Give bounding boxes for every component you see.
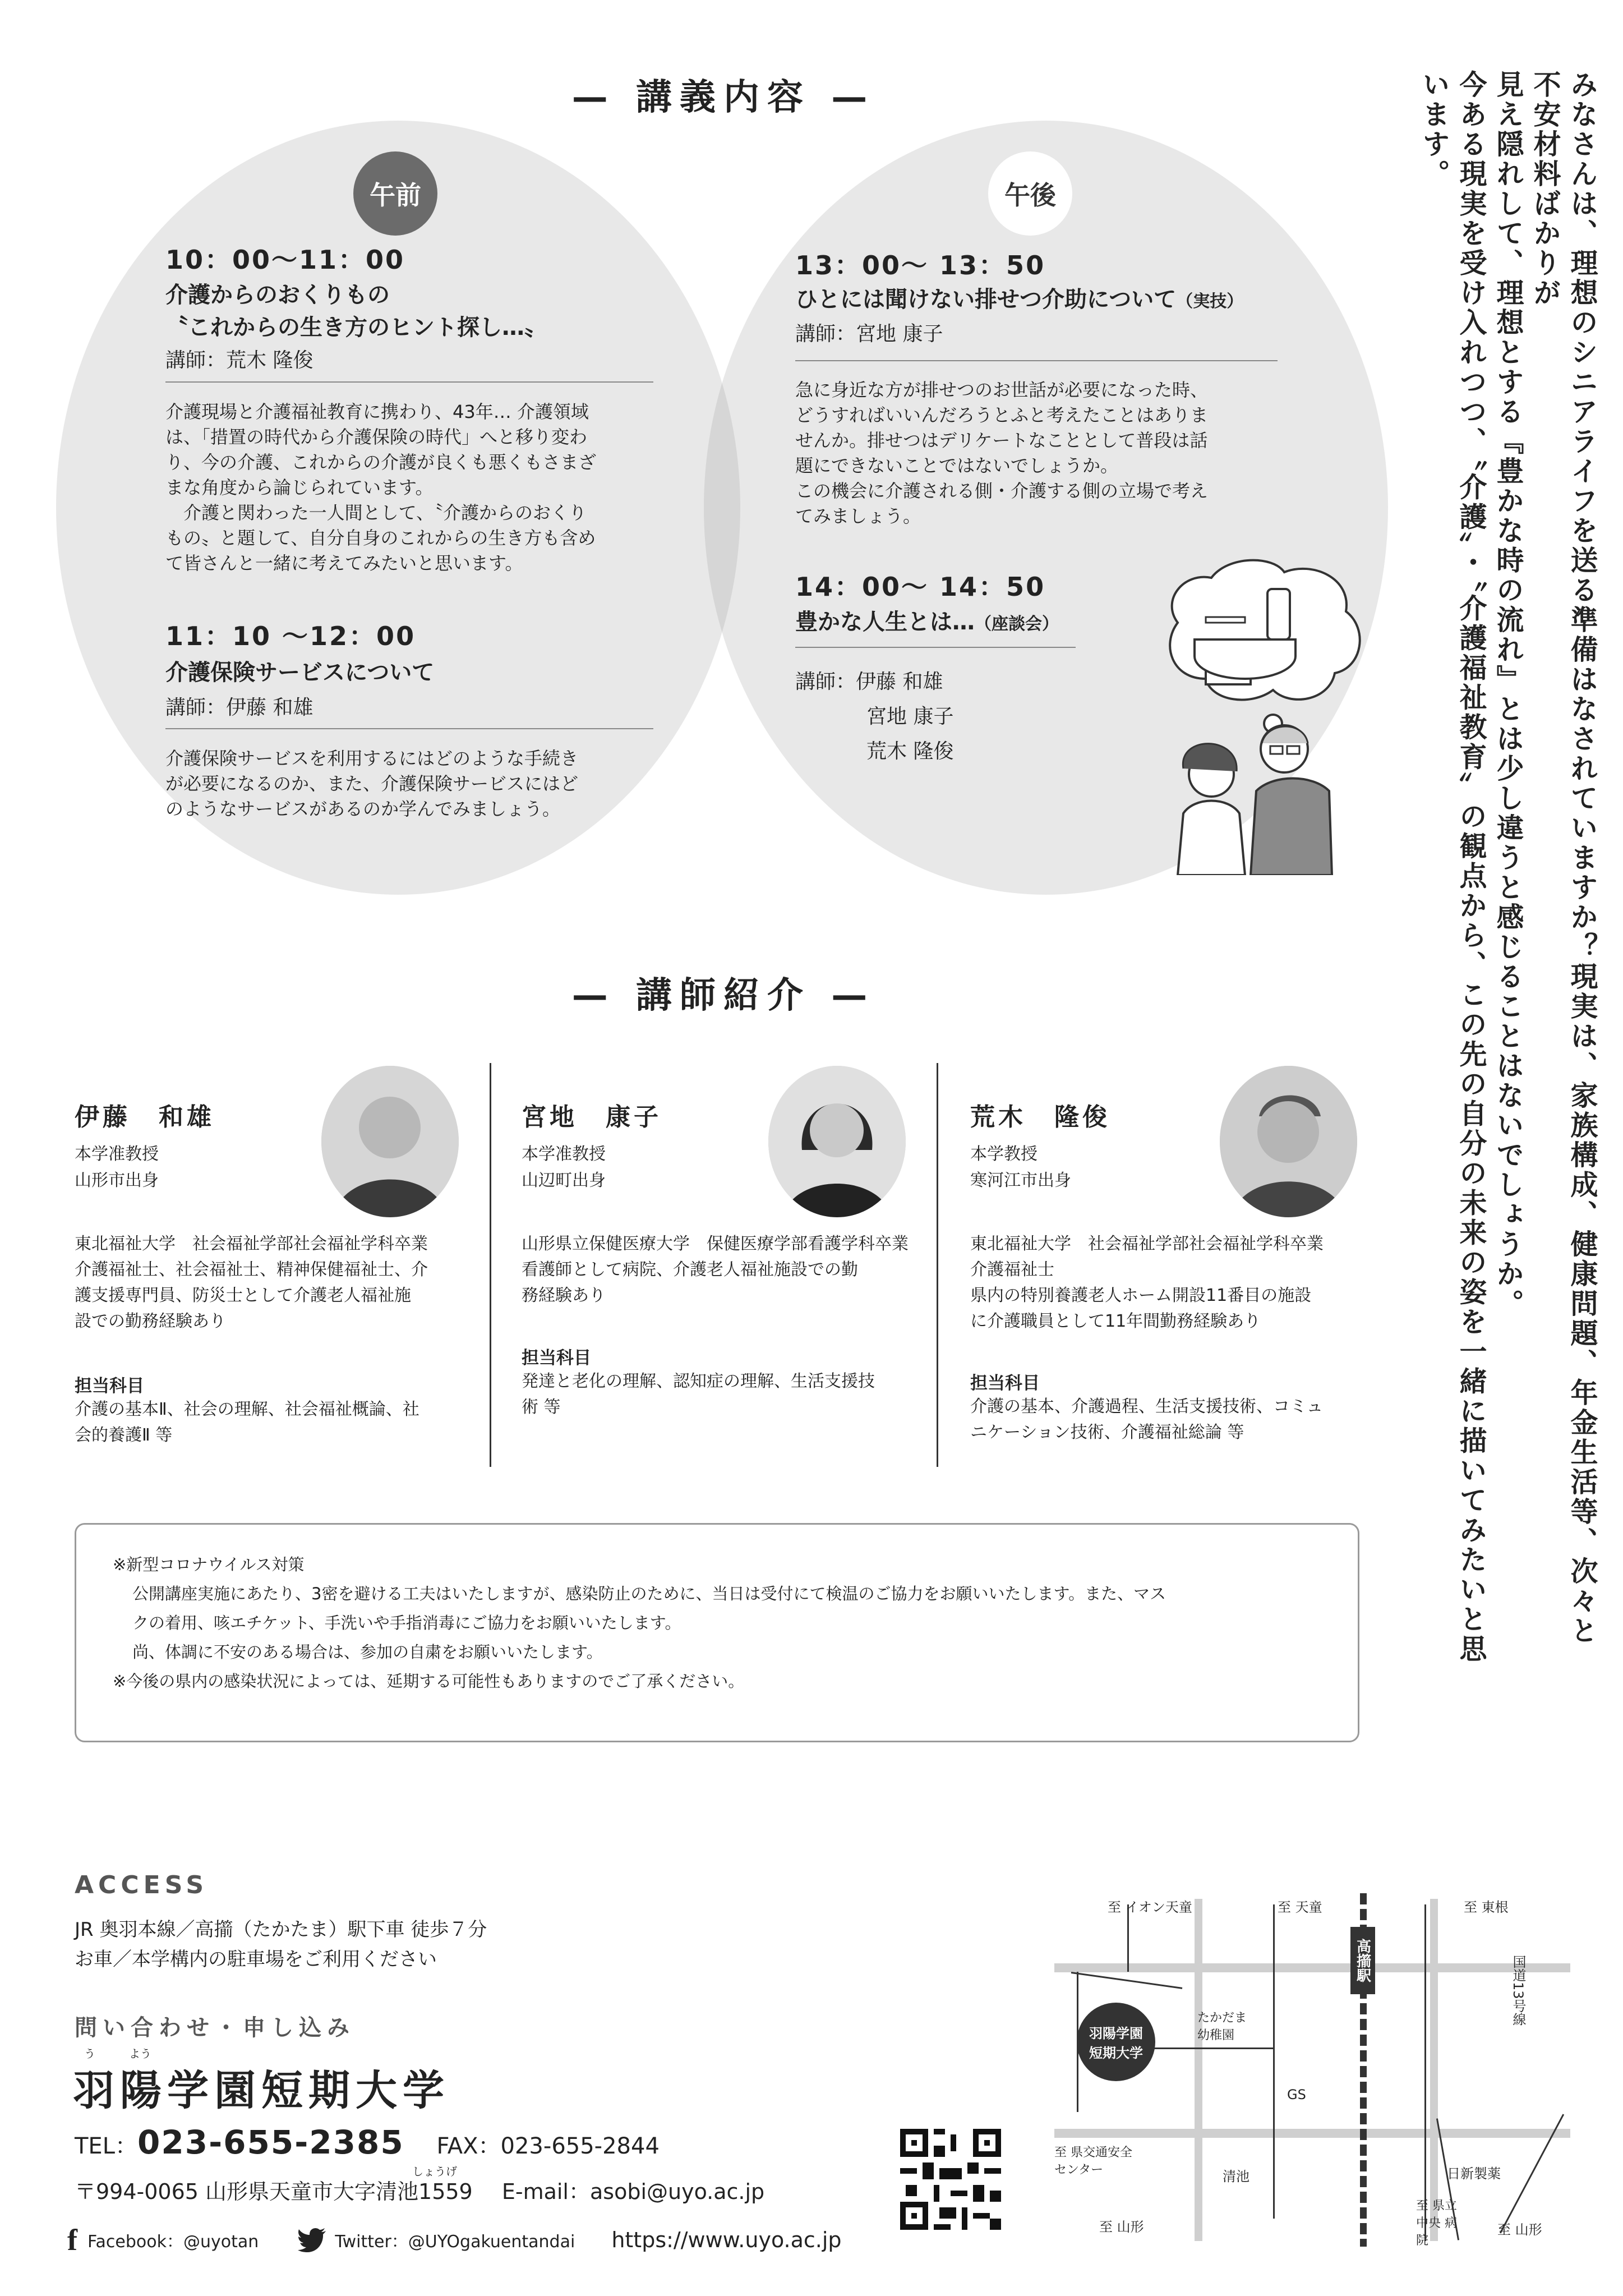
desc-line: どうすればいいんだろうとふと考えたことはありま	[795, 404, 1209, 426]
portrait-icon	[768, 1066, 906, 1217]
instructor-photo	[768, 1066, 906, 1217]
desc-line: 介護と関わった一人間として、〝介護からのおくり	[165, 502, 587, 523]
afternoon-badge	[988, 151, 1072, 236]
morning-s1-rule	[165, 381, 653, 383]
afternoon-s2-lecturer2: 宮地 康子	[866, 705, 954, 728]
notice-text	[113, 1550, 1166, 1696]
subject-line: 介護の基本Ⅱ、社会の理解、社会福祉概論、社	[75, 1400, 419, 1419]
tel-label: TEL：	[75, 2133, 137, 2159]
road	[1054, 2129, 1570, 2138]
career-line: 看護師として病院、介護老人福祉施設での勤	[522, 1260, 858, 1280]
afternoon-s1-lecturer: 講師：宮地 康子	[795, 323, 943, 346]
access-line1: JR 奥羽本線／高擶（たかたま）駅下車 徒歩７分	[75, 1918, 487, 1941]
instructor-heading-text: 講師紹介	[636, 975, 811, 1016]
qr-code-icon[interactable]	[900, 2129, 1001, 2230]
instructor-role: 本学准教授	[522, 1144, 606, 1164]
intro-line: 見え隠れして、理想とする『豊かな時の流れ』とは少し違うと感じることはないでしょうか。	[1492, 70, 1524, 1319]
instructor-role: 本学教授	[970, 1144, 1038, 1164]
afternoon-badge-label: 午後	[1004, 180, 1056, 210]
map-tendo-label: 至 天童	[1278, 1899, 1322, 1915]
title-note: （座談会）	[975, 614, 1059, 634]
school-ruby-you: よう	[129, 2047, 151, 2060]
instructor-card	[522, 1063, 925, 1467]
instructor-origin: 寒河江市出身	[970, 1171, 1071, 1190]
column-divider	[490, 1063, 491, 1467]
instructor-career	[970, 1231, 1324, 1335]
afternoon-s1-time: 13：00～ 13：50	[795, 250, 1046, 280]
facebook-handle[interactable]: Facebook：@uyotan	[87, 2232, 259, 2252]
career-line: 介護福祉士	[970, 1260, 1054, 1280]
map-traffic-label: 至 県交通安全 センター	[1054, 2146, 1132, 2177]
instructor-origin: 山形市出身	[75, 1171, 159, 1190]
morning-s2-rule	[165, 728, 653, 729]
desc-line: は、「措置の時代から介護保険の時代」へと移り変わ	[165, 426, 588, 448]
facebook-icon[interactable]: f	[67, 2223, 77, 2257]
instructor-career	[75, 1231, 428, 1335]
intro-line: みなさんは、理想のシニアライフを送る準備はなされていますか？現実は、家族構成、健康問題、年金生活等、次々と不安材料ばかりが	[1529, 70, 1598, 1646]
desc-line: のようなサービスがあるのか学んでみましょう。	[165, 798, 561, 820]
morning-badge	[353, 151, 437, 236]
map-nisshin-label: 日新製薬	[1447, 2166, 1501, 2182]
station-label: 高擶駅	[1354, 1939, 1371, 1982]
road-outline	[1424, 1904, 1426, 2241]
career-line: 県内の特別養護老人ホーム開設11番目の施設	[970, 1286, 1312, 1305]
contact-label: 問い合わせ・申し込み	[75, 2015, 355, 2041]
desc-line: り、今の介護、これからの介護が良くも悪くもさまざ	[165, 452, 597, 473]
title-note: （実技）	[1176, 292, 1244, 311]
afternoon-s2-lecturer3: 荒木 隆俊	[866, 740, 954, 763]
morning-s1-title1: 介護からのおくりもの	[165, 282, 390, 308]
station-box	[1350, 1927, 1375, 1994]
map-hospital-label: 至 県立 中央 病院	[1416, 2199, 1457, 2248]
twitter-icon[interactable]	[298, 2228, 327, 2252]
address: 〒994-0065 山形県天童市大字清池1559	[75, 2179, 473, 2204]
instructor-career	[522, 1231, 909, 1309]
covid-notice-box	[75, 1523, 1359, 1742]
road	[1195, 1899, 1202, 2241]
map-yamagata2-label: 至 山形	[1497, 2222, 1542, 2238]
subject-line: 術 等	[522, 1397, 561, 1417]
notice-line: 公開講座実施にあたり、3密を避ける工夫はいたしますが、感染防止のために、当日は受付にて検温のご協力をお願いいたします。また、マス	[132, 1584, 1166, 1603]
subject-line: 発達と老化の理解、認知症の理解、生活支援技	[522, 1372, 875, 1391]
morning-s1-time: 10：00～11：00	[165, 245, 405, 275]
career-line: に介護職員として11年間勤務経験あり	[970, 1312, 1261, 1331]
heading-dash: —	[571, 77, 616, 118]
toilet-thought-illustration	[1144, 555, 1380, 875]
road-outline	[1071, 1972, 1182, 1989]
desc-line: まな角度から論じられています。	[165, 477, 434, 498]
lecture-heading	[538, 68, 909, 120]
instructor-card	[970, 1063, 1374, 1467]
notice-line: クの着用、咳エチケット、手洗いや手指消毒にご協力をお願いいたします。	[132, 1613, 681, 1632]
morning-s1-lecturer: 講師：荒木 隆俊	[165, 349, 313, 372]
lecture-heading-text: 講義内容	[636, 77, 811, 118]
career-line: 護支援専門員、防災士として介護老人福祉施	[75, 1286, 411, 1305]
morning-s1-desc	[165, 399, 670, 576]
access-map	[1054, 1893, 1570, 2247]
career-line: 山形県立保健医療大学 保健医療学部看護学科卒業	[522, 1234, 909, 1254]
afternoon-s2-rule	[795, 647, 1076, 648]
school-ruby-u: う	[84, 2047, 95, 2060]
road	[1430, 1899, 1438, 2241]
contact-phone-row	[75, 2123, 660, 2161]
subject-line: 会的養護Ⅱ 等	[75, 1425, 173, 1445]
intro-line: 今ある現実を受け入れつつ、〝介護〟・〝介護福祉教育〟の観点から、この先の自分の未来の姿を一緒に描いてみたいと思います。	[1418, 70, 1487, 1664]
instructor-role: 本学准教授	[75, 1144, 159, 1164]
subjects-label: 担当科目	[522, 1348, 591, 1368]
heading-dash: —	[831, 77, 875, 118]
portrait-icon	[1220, 1066, 1357, 1217]
desc-line: もの〟と題して、自分自身のこれからの生き方も含め	[165, 527, 596, 549]
email[interactable]: E-mail：asobi@uyo.ac.jp	[501, 2179, 765, 2204]
morning-s2-desc	[165, 746, 670, 822]
notice-line: ※新型コロナウイルス対策	[113, 1555, 305, 1574]
subjects-label: 担当科目	[970, 1373, 1040, 1393]
instructor-photo	[321, 1066, 459, 1217]
desc-line: この機会に介護される側・介護する側の立場で考え	[795, 480, 1209, 501]
fax-number: FAX：023-655-2844	[436, 2133, 660, 2159]
instructor-name: 宮地 康子	[522, 1103, 662, 1131]
access-title: ACCESS	[75, 1871, 209, 1899]
instructor-subjects	[970, 1394, 1323, 1446]
desc-line: 介護現場と介護福祉教育に携わり、43年… 介護領域	[165, 401, 589, 422]
morning-s2-title: 介護保険サービスについて	[165, 660, 435, 685]
instructor-origin: 山辺町出身	[522, 1171, 606, 1190]
career-line: 介護福祉士、社会福祉士、精神保健福祉士、介	[75, 1260, 428, 1280]
instructor-photo	[1220, 1066, 1357, 1217]
website-url[interactable]: https://www.uyo.ac.jp	[611, 2228, 842, 2252]
notice-line: ※今後の県内の感染状況によっては、延期する可能性もありますのでご了承ください。	[113, 1672, 745, 1691]
afternoon-s2-title	[795, 606, 1059, 641]
afternoon-s1-rule	[795, 360, 1278, 361]
twitter-handle[interactable]: Twitter：@UYOgakuentandai	[335, 2232, 575, 2252]
map-aeon-label: 至 イオン天童	[1108, 1899, 1192, 1915]
afternoon-s2-lecturer1: 講師：伊藤 和雄	[795, 670, 943, 693]
desc-line: せんか。排せつはデリケートなこととして普段は話	[795, 430, 1208, 451]
portrait-icon	[321, 1066, 459, 1217]
map-higashine-label: 至 東根	[1464, 1899, 1509, 1915]
career-line: 務経験あり	[522, 1286, 606, 1305]
intro-vertical-text	[1415, 70, 1601, 1669]
instructor-name: 荒木 隆俊	[970, 1103, 1110, 1131]
road	[1054, 1963, 1570, 1972]
subject-line: 介護の基本、介護過程、生活支援技術、コミュ	[970, 1397, 1324, 1416]
desc-line: 急に身近な方が排せつのお世話が必要になった時、	[795, 379, 1209, 401]
morning-s2-lecturer: 講師：伊藤 和雄	[165, 696, 313, 719]
career-line: 設での勤務経験あり	[75, 1312, 226, 1331]
address-ruby: しょうげ	[412, 2165, 457, 2178]
school-name: 羽陽学園短期大学	[73, 2067, 450, 2115]
afternoon-s2-title-text: 豊かな人生とは…	[795, 609, 975, 635]
instructor-heading	[538, 967, 909, 1018]
contact-address-row	[75, 2174, 764, 2205]
instructor-subjects	[522, 1369, 875, 1420]
access-line2: お車／本学構内の駐車場をご利用ください	[75, 1948, 437, 1971]
morning-badge-label: 午前	[370, 180, 421, 210]
instructor-name: 伊藤 和雄	[75, 1103, 215, 1131]
map-school-marker	[1077, 2003, 1155, 2081]
afternoon-s1-title-text: ひとには聞けない排せつ介助について	[795, 287, 1177, 312]
instructor-subjects	[75, 1397, 419, 1448]
map-gs-label: GS	[1287, 2087, 1306, 2102]
desc-line: 介護保険サービスを利用するにはどのような手続き	[165, 748, 579, 769]
desc-line: が必要になるのか、また、介護保険サービスにはど	[165, 773, 579, 794]
desc-line: 題にできないことではないでしょうか。	[795, 455, 1119, 476]
heading-dash: —	[571, 975, 616, 1016]
map-route13-label: 国道13号線	[1510, 1955, 1526, 2026]
tel-number[interactable]: 023-655-2385	[137, 2123, 404, 2161]
career-line: 東北福祉大学 社会福祉学部社会福祉学科卒業	[970, 1234, 1324, 1254]
desc-line: て皆さんと一緒に考えてみたいと思います。	[165, 553, 523, 574]
instructor-card	[75, 1063, 478, 1467]
morning-s1-title2: 〝これからの生き方のヒント探し…〟	[165, 315, 547, 341]
map-kiyoike-label: 清池	[1223, 2169, 1249, 2184]
morning-s2-time: 11：10 ～12：00	[165, 621, 416, 651]
social-row	[67, 2223, 842, 2257]
map-kindergarten-label: たかだま 幼稚園	[1197, 2011, 1247, 2042]
notice-line: 尚、体調に不安のある場合は、参加の自粛をお願いいたします。	[132, 1642, 603, 1662]
desc-line: てみましょう。	[795, 505, 921, 527]
career-line: 東北福祉大学 社会福祉学部社会福祉学科卒業	[75, 1234, 428, 1254]
subjects-label: 担当科目	[75, 1376, 144, 1396]
road-outline	[1273, 1904, 1275, 2219]
subject-line: ニケーション技術、介護福祉総論 等	[970, 1423, 1244, 1442]
map-yamagata1-label: 至 山形	[1099, 2219, 1144, 2235]
heading-dash: —	[831, 975, 875, 1016]
afternoon-s2-time: 14：00～ 14：50	[795, 572, 1046, 602]
afternoon-s1-title	[795, 283, 1243, 318]
afternoon-s1-desc	[795, 378, 1300, 529]
map-school-label: 羽陽学園 短期大学	[1089, 2026, 1143, 2061]
column-divider	[937, 1063, 938, 1467]
